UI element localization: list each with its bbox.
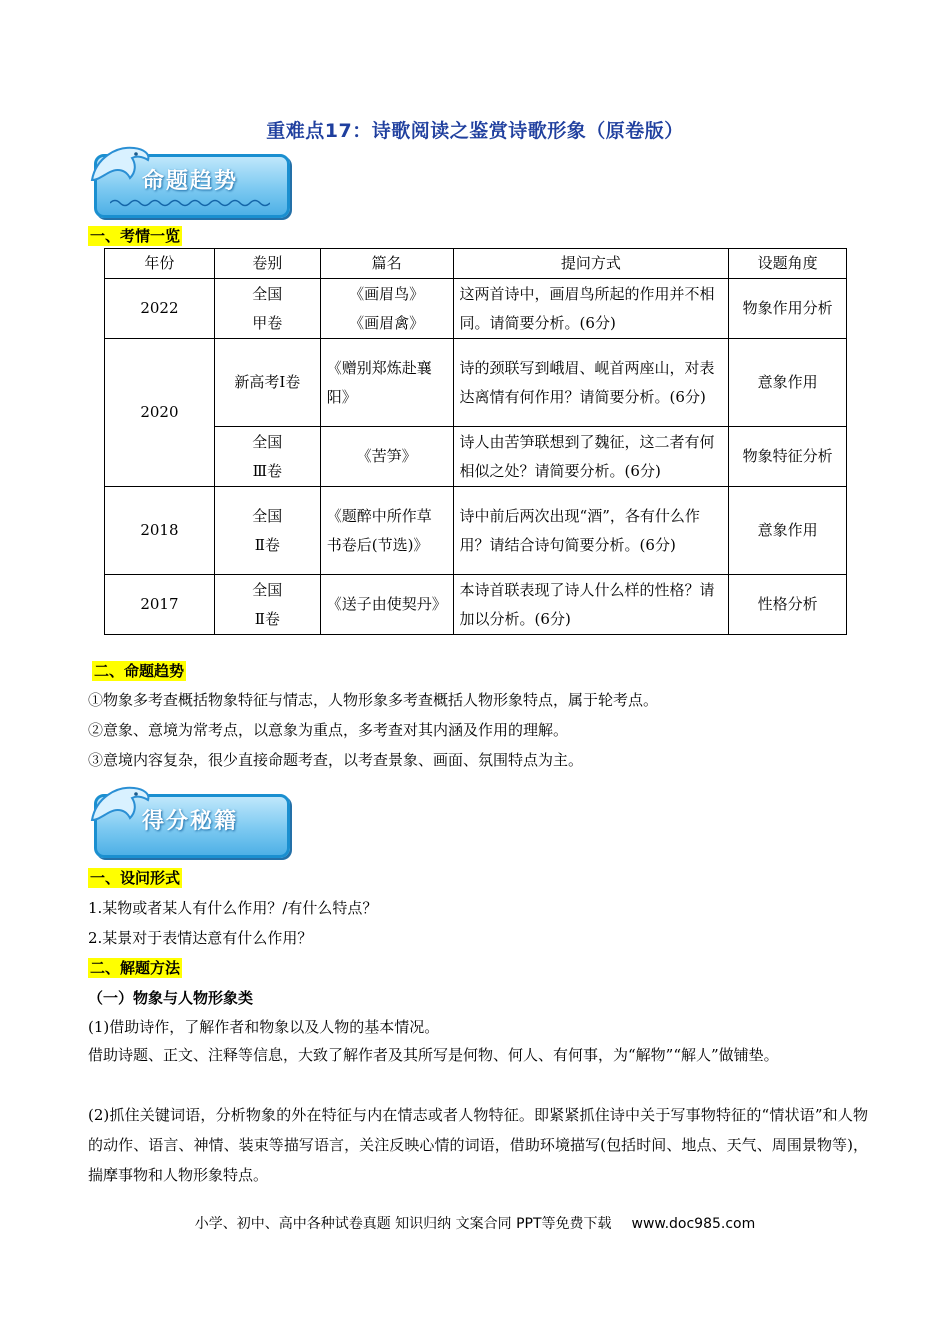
banner-label: 得分秘籍 [142,809,239,834]
paper-cell: 全国 Ⅲ卷 [214,427,320,487]
angle-cell: 意象作用 [729,487,847,575]
subsection-heading: （一）物象与人物形象类 [88,989,254,1007]
trend-item: ①物象多考查概括物象特征与情志，人物形象多考查概括人物形象特点，属于轮考点。 [88,691,659,709]
angle-cell: 性格分析 [729,575,847,635]
question-cell: 诗的颈联写到峨眉、岘首两座山，对表达离情有何作用？请简要分析。(6分) [453,339,729,427]
section-heading-methods: 二、解题方法 [90,959,181,977]
question-cell: 本诗首联表现了诗人什么样的性格？请加以分析。(6分) [453,575,729,635]
section-heading-question-forms: 一、设问形式 [90,869,181,887]
question-form-item: 2.某景对于表情达意有什么作用？ [88,929,313,947]
angle-cell: 物象作用分析 [729,279,847,339]
title-cell: 《送子由使契丹》 [320,575,453,635]
trend-item: ③意境内容复杂，很少直接命题考查，以考查景象、画面、氛围特点为主。 [88,751,584,769]
paper-cell: 全国 Ⅱ卷 [214,487,320,575]
method-paragraph: (1)借助诗作，了解作者和物象以及人物的基本情况。 [88,1018,440,1036]
method-paragraph: 借助诗题、正文、注释等信息，大致了解作者及其所写是何物、何人、有何事，为“解物”“解人”做铺垫。 [88,1046,779,1064]
paper-cell: 全国 Ⅱ卷 [214,575,320,635]
year-cell: 2022 [105,279,215,339]
footer-text: 小学、初中、高中各种试卷真题 知识归纳 文案合同 PPT等免费下载 [194,1216,612,1232]
banner-tips [86,780,296,864]
wave-decoration [110,198,270,208]
year-cell: 2018 [105,487,215,575]
table-row [105,575,847,635]
section-heading-exam-overview: 一、考情一览 [90,227,181,245]
header-cell: 篇名 [320,249,453,279]
title-cell: 《画眉鸟》 《画眉禽》 [320,279,453,339]
table-row [105,487,847,575]
section-heading-trend: 二、命题趋势 [94,662,185,680]
year-cell: 2017 [105,575,215,635]
header-cell: 提问方式 [453,249,729,279]
method-paragraph: (2)抓住关键词语，分析物象的外在特征与内在情志或者人物特征。即紧紧抓住诗中关于写事物特征的“情状语”和人物的动作、语言、神情、装束等描写语言，关注反映心情的词语，借助环境描写(包括时间、地点、天气、周围景物等)，揣摩事物和人物形象特点。 [88,1106,868,1184]
exam-table [104,248,847,635]
paper-cell: 全国 甲卷 [214,279,320,339]
banner-trend [86,140,296,224]
question-cell: 这两首诗中，画眉鸟所起的作用并不相同。请简要分析。(6分) [453,279,729,339]
question-cell: 诗中前后两次出现“酒”，各有什么作用？请结合诗句简要分析。(6分) [453,487,729,575]
paper-cell: 新高考Ⅰ卷 [214,339,320,427]
table-row [105,339,847,427]
table-header-row [105,249,847,279]
trend-item: ②意象、意境为常考点，以意象为重点，多考查对其内涵及作用的理解。 [88,721,569,739]
page-title: 重难点17：诗歌阅读之鉴赏诗歌形象（原卷版） [266,120,684,142]
page-footer [0,1213,950,1233]
header-cell: 年份 [105,249,215,279]
header-cell: 卷别 [214,249,320,279]
angle-cell: 意象作用 [729,339,847,427]
year-cell: 2020 [105,339,215,487]
title-cell: 《苦笋》 [320,427,453,487]
banner-label: 命题趋势 [142,169,239,194]
angle-cell: 物象特征分析 [729,427,847,487]
footer-url[interactable]: www.doc985.com [631,1216,756,1232]
table-row [105,427,847,487]
title-cell: 《赠别郑炼赴襄阳》 [320,339,453,427]
title-cell: 《题醉中所作草书卷后(节选)》 [320,487,453,575]
table-row [105,279,847,339]
question-form-item: 1.某物或者某人有什么作用？/有什么特点？ [88,899,378,917]
header-cell: 设题角度 [729,249,847,279]
question-cell: 诗人由苦笋联想到了魏征，这二者有何相似之处？请简要分析。(6分) [453,427,729,487]
